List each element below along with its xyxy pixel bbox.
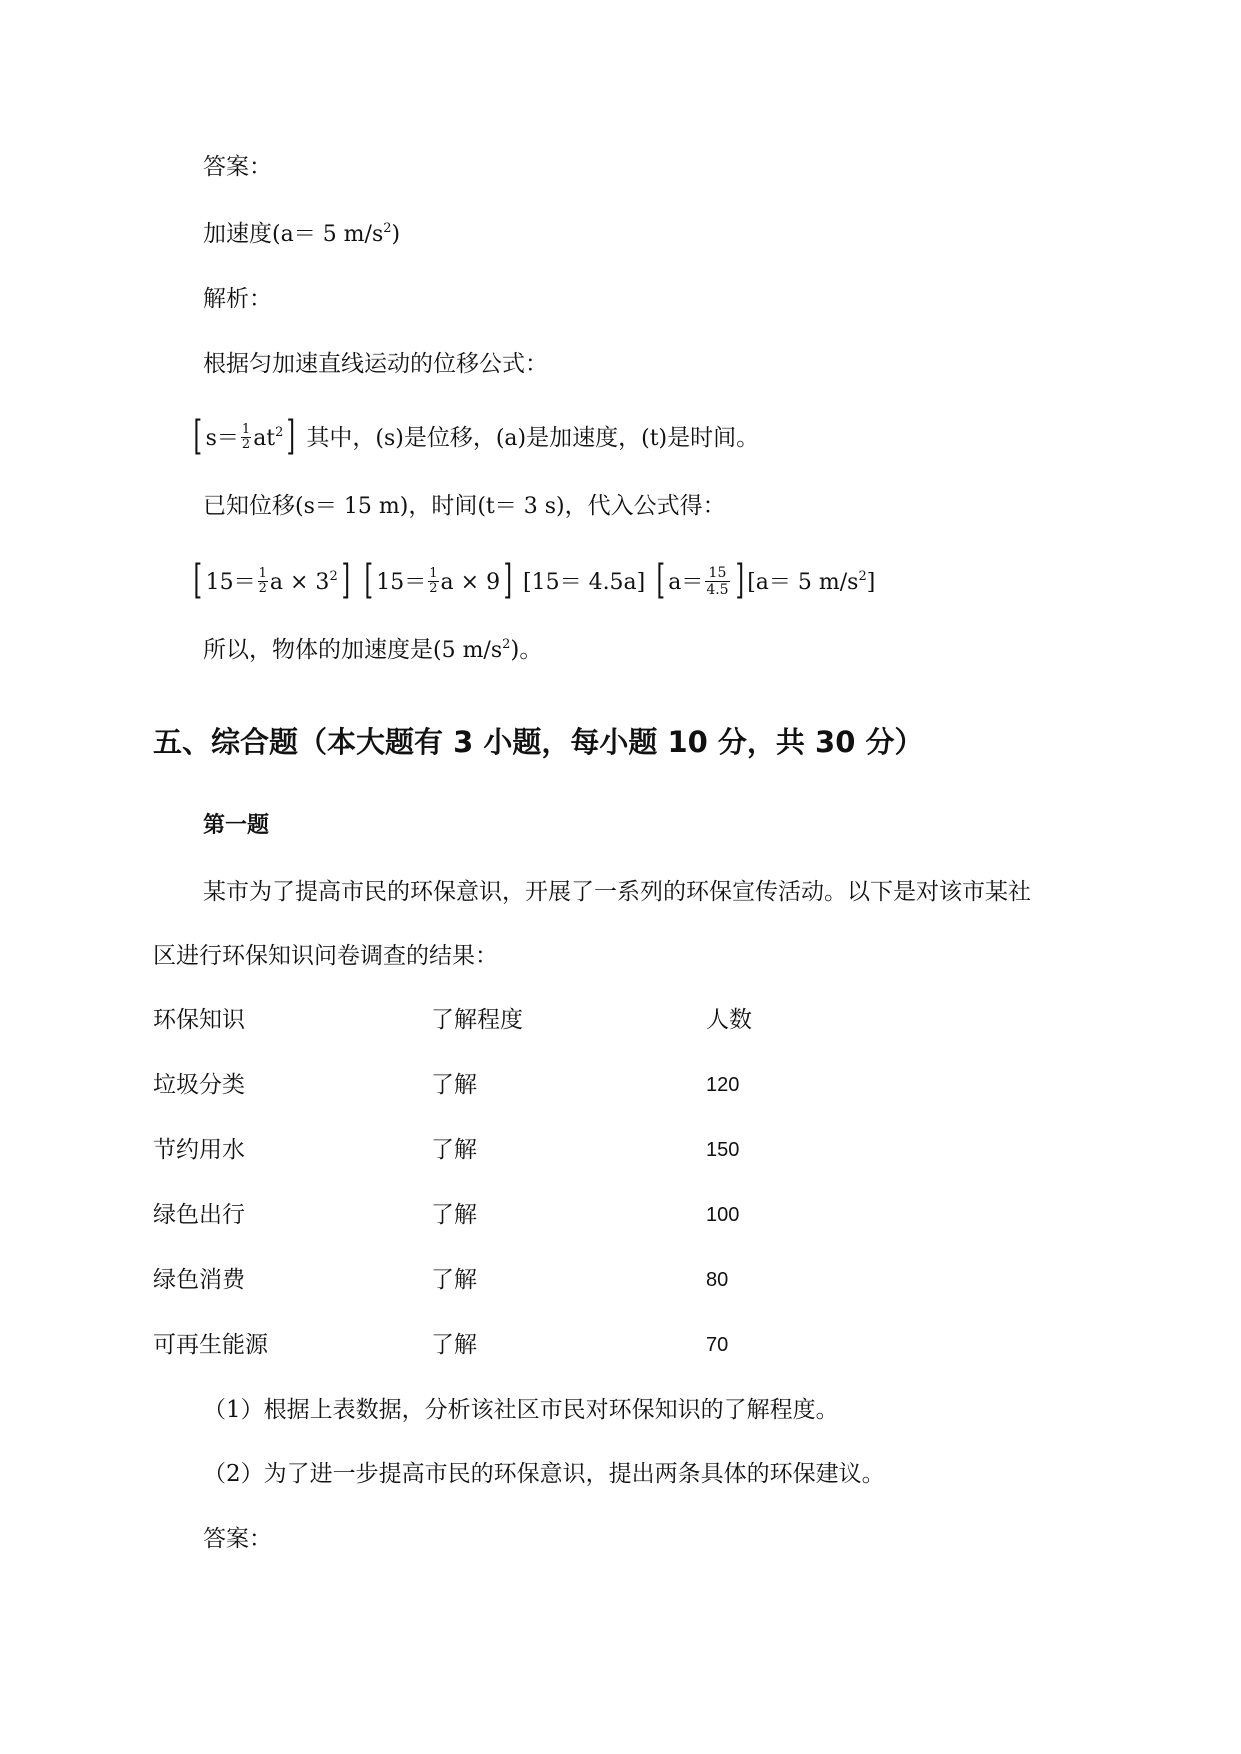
table-row-3-knowledge: 绿色出行 bbox=[153, 1202, 245, 1228]
known-prefix: 已知位移 bbox=[203, 493, 295, 519]
formula-explanation: 其中， bbox=[299, 425, 376, 451]
answer-label: 答案： bbox=[203, 154, 272, 180]
text-s: 是位移， bbox=[403, 425, 496, 451]
sub-question-2: （2）为了进一步提高市民的环保意识，提出两条具体的环保建议。 bbox=[203, 1461, 885, 1487]
text-a: 是加速度， bbox=[526, 425, 642, 451]
step4-fraction bbox=[705, 565, 729, 598]
step4-left-bracket: [ bbox=[656, 557, 665, 603]
sub-question-1: （1）根据上表数据，分析该社区市民对环保知识的了解程度。 bbox=[203, 1397, 839, 1423]
conclusion-prefix: 所以，物体的加速度是 bbox=[203, 637, 433, 663]
table-row-1-count: 120 bbox=[706, 1074, 740, 1096]
table-row-4-level: 了解 bbox=[431, 1267, 477, 1293]
step1-denominator: 2 bbox=[258, 580, 267, 596]
table-row-4-count: 80 bbox=[706, 1269, 729, 1291]
table-header-count: 人数 bbox=[706, 1007, 752, 1033]
step4-right-bracket: ] bbox=[735, 557, 744, 603]
table-row-5-knowledge: 可再生能源 bbox=[153, 1332, 268, 1358]
table-row-5-level: 了解 bbox=[431, 1332, 477, 1358]
formula-lhs: s＝ bbox=[205, 426, 239, 451]
formula-fraction bbox=[241, 423, 251, 452]
right-bracket: ] bbox=[286, 413, 296, 459]
var-s: (s) bbox=[375, 426, 404, 451]
question-title: 第一题 bbox=[203, 813, 270, 838]
table-row-2-count: 150 bbox=[706, 1139, 740, 1161]
known-s: (s＝ 15 m) bbox=[295, 494, 409, 519]
step1-right-bracket: ] bbox=[341, 557, 350, 603]
answer-result bbox=[203, 218, 400, 251]
conclusion bbox=[203, 634, 542, 667]
known-t: (t＝ 3 s) bbox=[477, 494, 565, 519]
table-row-3-level: 了解 bbox=[431, 1202, 477, 1228]
step5-close: ] bbox=[866, 570, 876, 595]
left-bracket: [ bbox=[193, 413, 203, 459]
question-text-line-1: 某市为了提高市民的环保意识，开展了一系列的环保宣传活动。以下是对该市某社 bbox=[203, 879, 1031, 905]
answer-result-math: (a＝ 5 m/s bbox=[272, 222, 384, 247]
table-header-level: 了解程度 bbox=[431, 1007, 523, 1033]
var-t: (t) bbox=[641, 426, 668, 451]
analysis-label: 解析： bbox=[203, 286, 272, 312]
text-t: 是时间。 bbox=[667, 425, 760, 451]
step2-left-bracket: [ bbox=[364, 557, 373, 603]
table-header-knowledge: 环保知识 bbox=[153, 1007, 245, 1033]
table-row-5-count: 70 bbox=[706, 1334, 729, 1356]
step4-denominator: 4.5 bbox=[706, 581, 729, 598]
fraction-numerator: 1 bbox=[241, 421, 251, 437]
step2-rhs: a × 9 bbox=[440, 570, 501, 595]
step2-right-bracket: ] bbox=[503, 557, 513, 603]
step1-exponent: 2 bbox=[329, 569, 338, 584]
step1-lhs: 15＝ bbox=[205, 570, 256, 595]
answer-label-2: 答案： bbox=[203, 1526, 272, 1552]
answer-result-prefix: 加速度 bbox=[203, 221, 272, 247]
conclusion-close: )。 bbox=[510, 637, 543, 663]
table-row-2-knowledge: 节约用水 bbox=[153, 1137, 245, 1163]
computation-steps bbox=[190, 557, 876, 605]
step1-numerator: 1 bbox=[258, 565, 267, 581]
answer-result-close: ) bbox=[391, 222, 401, 247]
conclusion-math: (5 m/s bbox=[433, 638, 503, 663]
formula-intro: 根据匀加速直线运动的位移公式： bbox=[203, 351, 548, 377]
fraction-denominator: 2 bbox=[241, 436, 251, 452]
step5: [a＝ 5 m/s bbox=[747, 570, 859, 595]
known-suffix: ，代入公式得： bbox=[564, 493, 726, 519]
conclusion-exponent: 2 bbox=[502, 637, 511, 652]
step4-numerator: 15 bbox=[705, 565, 729, 582]
table-row-2-level: 了解 bbox=[431, 1137, 477, 1163]
known-mid: ，时间 bbox=[408, 493, 478, 519]
question-text-line-2: 区进行环保知识问卷调查的结果： bbox=[153, 943, 498, 969]
formula-rhs: at bbox=[253, 426, 276, 451]
step3: [15＝ 4.5a] bbox=[523, 570, 646, 595]
table-row-3-count: 100 bbox=[706, 1204, 740, 1226]
step5-exponent: 2 bbox=[858, 569, 867, 584]
formula-line bbox=[190, 413, 760, 461]
step1-left-bracket: [ bbox=[193, 557, 203, 603]
step1-fraction bbox=[258, 567, 268, 596]
table-row-1-level: 了解 bbox=[431, 1072, 477, 1098]
step4-lhs: a＝ bbox=[668, 570, 704, 595]
table-row-1-knowledge: 垃圾分类 bbox=[153, 1072, 245, 1098]
var-a: (a) bbox=[495, 426, 527, 451]
step2-fraction bbox=[428, 567, 438, 596]
step2-denominator: 2 bbox=[429, 580, 438, 596]
step2-numerator: 1 bbox=[429, 565, 438, 581]
formula-exponent: 2 bbox=[275, 425, 284, 440]
step2-lhs: 15＝ bbox=[376, 570, 427, 595]
section-title: 五、综合题（本大题有 3 小题，每小题 10 分，共 30 分） bbox=[153, 725, 924, 759]
step1-rhs: a × 3 bbox=[269, 570, 330, 595]
answer-result-exponent: 2 bbox=[383, 221, 392, 236]
known-values bbox=[203, 490, 726, 523]
table-row-4-knowledge: 绿色消费 bbox=[153, 1267, 245, 1293]
